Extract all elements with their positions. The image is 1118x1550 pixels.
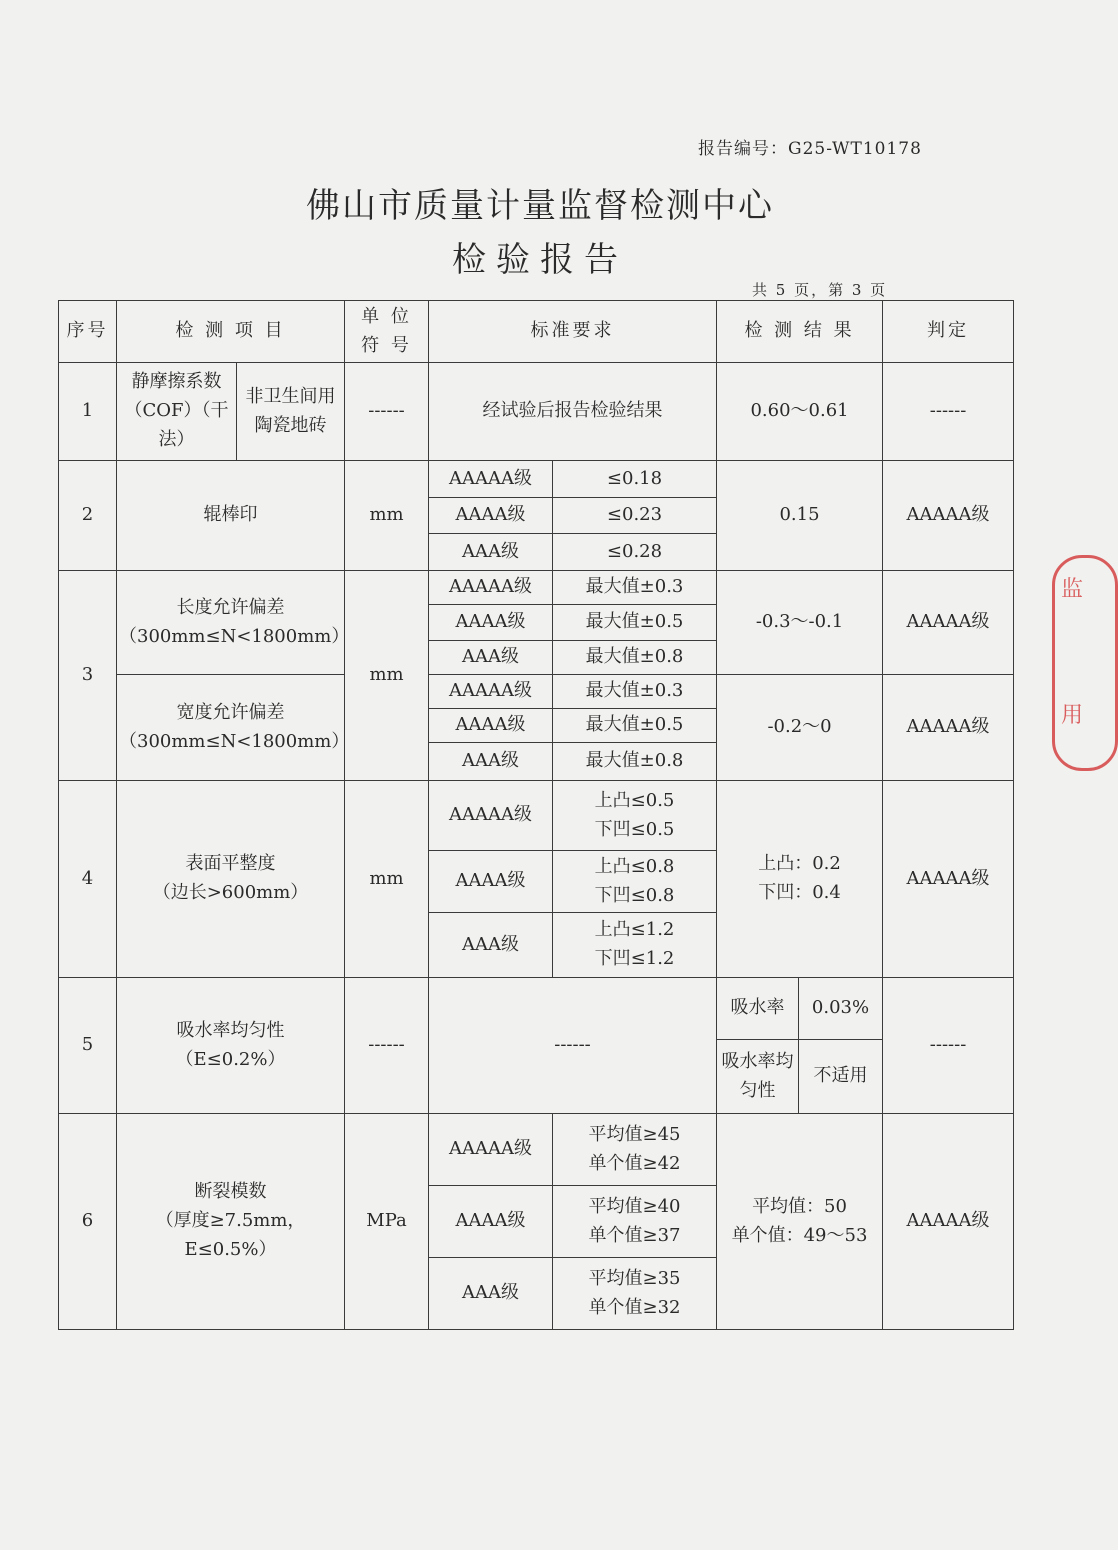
- result-cell: -0.3～-0.1: [717, 571, 883, 675]
- unit-cell: mm: [345, 461, 429, 571]
- judge-cell: AAAAA级: [883, 461, 1014, 571]
- requirement-line: 单个值≥37: [588, 1224, 681, 1246]
- item-cell: [117, 978, 345, 1114]
- table-row-2: [59, 461, 1014, 498]
- sub-label-cell: 吸水率均匀性: [717, 1040, 799, 1114]
- result-line: 上凸：0.2: [758, 853, 841, 875]
- item-cell: [117, 1114, 345, 1330]
- sub-value-cell: 0.03%: [799, 978, 883, 1040]
- seq-cell: 5: [59, 978, 117, 1114]
- grade-cell: AAA级: [429, 641, 553, 675]
- grade-cell: AAAA级: [429, 1186, 553, 1258]
- requirement-cell: [553, 1258, 717, 1330]
- header-item: 检 测 项 目: [117, 301, 345, 363]
- result-cell: [717, 1114, 883, 1330]
- grade-cell: AAAAA级: [429, 781, 553, 851]
- requirement-cell: 最大值±0.5: [553, 605, 717, 641]
- requirement-cell: [553, 1186, 717, 1258]
- requirement-cell: ≤0.28: [553, 534, 717, 571]
- requirement-cell: 最大值±0.8: [553, 743, 717, 781]
- requirement-line: 上凸≤0.8: [594, 855, 675, 877]
- item-condition: （厚度≥7.5mm，: [155, 1210, 306, 1232]
- unit-cell: ------: [345, 978, 429, 1114]
- judge-cell: ------: [883, 978, 1014, 1114]
- inspection-table: [58, 300, 1014, 1330]
- grade-cell: AAA级: [429, 534, 553, 571]
- header-seq: 序号: [59, 301, 117, 363]
- table-row-6: [59, 1114, 1014, 1186]
- requirement-line: 上凸≤0.5: [594, 789, 675, 811]
- requirement-line: 下凹≤0.8: [594, 884, 675, 906]
- requirement-cell: ≤0.18: [553, 461, 717, 498]
- seq-cell: 2: [59, 461, 117, 571]
- judge-cell: AAAAA级: [883, 781, 1014, 978]
- item-condition: （300mm≤N<1800mm）: [119, 625, 350, 647]
- requirement-line: 下凹≤0.5: [594, 818, 675, 840]
- organization-name: 佛山市质量计量监督检测中心: [306, 186, 774, 226]
- seq-cell: 3: [59, 571, 117, 781]
- page-info: 共 5 页，第 3 页: [752, 281, 888, 299]
- grade-cell: AAAA级: [429, 605, 553, 641]
- grade-cell: AAA级: [429, 913, 553, 978]
- item-condition: E≤0.5%）: [184, 1238, 277, 1260]
- red-seal-stamp: [1052, 555, 1118, 771]
- unit-cell: mm: [345, 571, 429, 781]
- grade-cell: AAAAA级: [429, 571, 553, 605]
- grade-cell: AAA级: [429, 743, 553, 781]
- grade-cell: AAAAA级: [429, 1114, 553, 1186]
- item-label: 长度允许偏差: [176, 596, 285, 618]
- requirement-cell: [553, 851, 717, 913]
- result-cell: 0.15: [717, 461, 883, 571]
- report-number: 报告编号：G25-WT10178: [698, 139, 922, 159]
- result-line: 单个值：49～53: [731, 1224, 868, 1246]
- grade-cell: AAAAA级: [429, 675, 553, 709]
- grade-cell: AAAA级: [429, 498, 553, 534]
- item-label: 表面平整度: [185, 853, 276, 875]
- requirement-cell: [553, 1114, 717, 1186]
- requirement-line: 上凸≤1.2: [594, 919, 675, 941]
- table-row-5: [59, 978, 1014, 1040]
- sub-value-cell: 不适用: [799, 1040, 883, 1114]
- item-label: 断裂模数: [194, 1181, 267, 1203]
- unit-cell: mm: [345, 781, 429, 978]
- requirement-cell: 最大值±0.5: [553, 709, 717, 743]
- grade-cell: AAAAA级: [429, 461, 553, 498]
- item-cell: [117, 675, 350, 781]
- item-condition: （E≤0.2%）: [175, 1048, 286, 1070]
- requirement-line: 平均值≥35: [588, 1267, 681, 1289]
- header-unit: 单 位 符 号: [345, 301, 429, 363]
- requirement-cell: ≤0.23: [553, 498, 717, 534]
- unit-cell: ------: [345, 363, 429, 461]
- seq-cell: 4: [59, 781, 117, 978]
- requirement-line: 单个值≥42: [588, 1152, 681, 1174]
- requirement-cell: 最大值±0.3: [553, 571, 717, 605]
- seq-cell: 6: [59, 1114, 117, 1330]
- requirement-line: 单个值≥32: [588, 1296, 681, 1318]
- judge-cell: AAAAA级: [883, 675, 1014, 781]
- table-row-3: [59, 571, 1014, 605]
- requirement-cell: [553, 913, 717, 978]
- table-row-3d: [59, 675, 1014, 709]
- seal-char: 用: [1061, 703, 1084, 728]
- header-result: 检 测 结 果: [717, 301, 883, 363]
- header-standard: 标准要求: [429, 301, 717, 363]
- grade-cell: AAAA级: [429, 709, 553, 743]
- seal-char: 监: [1061, 577, 1084, 602]
- seq-cell: 1: [59, 363, 117, 461]
- table-row-4: [59, 781, 1014, 851]
- item-condition: （300mm≤N<1800mm）: [119, 730, 350, 752]
- item-label: 宽度允许偏差: [176, 701, 285, 723]
- item-sub-cell: 非卫生间用陶瓷地砖: [237, 363, 345, 461]
- result-cell: [717, 781, 883, 978]
- result-cell: -0.2～0: [717, 675, 883, 781]
- judge-cell: AAAAA级: [883, 571, 1014, 675]
- item-condition: （边长>600mm）: [152, 882, 309, 903]
- standard-cell: ------: [429, 978, 717, 1114]
- result-cell: 0.60～0.61: [717, 363, 883, 461]
- table-row-1: [59, 363, 1014, 461]
- judge-cell: ------: [883, 363, 1014, 461]
- unit-cell: MPa: [345, 1114, 429, 1330]
- item-cell: [117, 571, 350, 675]
- requirement-line: 下凹≤1.2: [594, 948, 675, 969]
- item-cell: 静摩擦系数（COF）（干法）: [117, 363, 237, 461]
- sub-label-cell: 吸水率: [717, 978, 799, 1040]
- result-line: 下凹：0.4: [758, 882, 841, 903]
- requirement-line: 平均值≥40: [588, 1195, 681, 1217]
- grade-cell: AAAA级: [429, 851, 553, 913]
- report-title: 检验报告: [452, 240, 628, 280]
- header-judge: 判定: [883, 301, 1014, 363]
- requirement-cell: [553, 781, 717, 851]
- requirement-cell: 最大值±0.3: [553, 675, 717, 709]
- item-cell: 辊棒印: [117, 461, 345, 571]
- result-line: 平均值：50: [752, 1195, 847, 1217]
- judge-cell: AAAAA级: [883, 1114, 1014, 1330]
- grade-cell: AAA级: [429, 1258, 553, 1330]
- requirement-line: 平均值≥45: [588, 1123, 681, 1145]
- standard-cell: 经试验后报告检验结果: [429, 363, 717, 461]
- item-label: 吸水率均匀性: [176, 1019, 285, 1041]
- requirement-cell: 最大值±0.8: [553, 641, 717, 675]
- table-header-row: [59, 301, 1014, 363]
- item-cell: [117, 781, 345, 978]
